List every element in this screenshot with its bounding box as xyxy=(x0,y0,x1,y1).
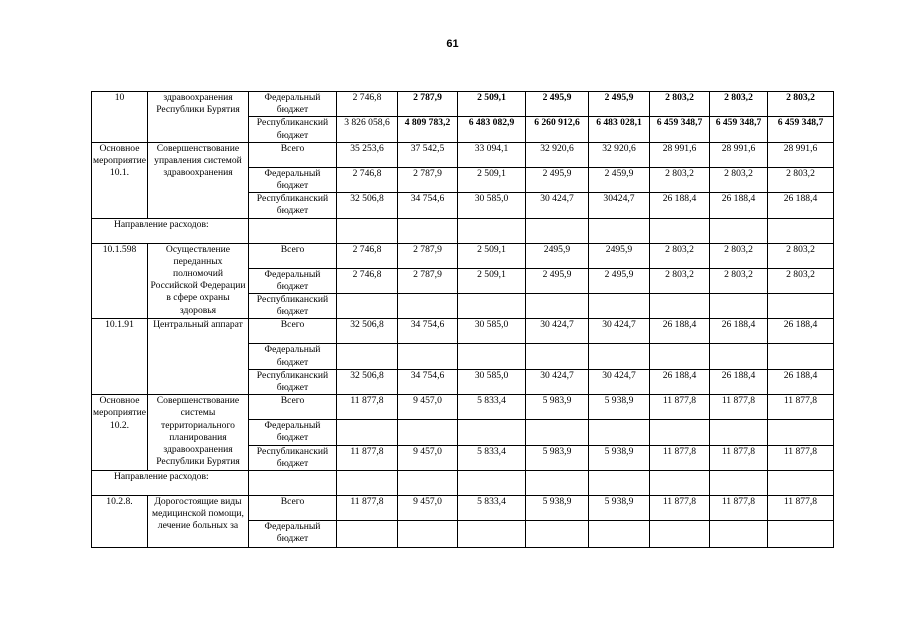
table-cell: Республиканский бюджет xyxy=(248,117,336,142)
table-cell xyxy=(248,471,336,496)
table-cell xyxy=(457,521,525,548)
table-cell xyxy=(709,521,767,548)
table-cell: Направление расходов: xyxy=(92,471,249,496)
table-cell: 10.2.8. xyxy=(92,496,148,548)
table-cell: 30 585,0 xyxy=(457,193,525,218)
table-cell: 2 803,2 xyxy=(709,243,767,268)
table-cell: Всего xyxy=(248,142,336,167)
table-cell: 11 877,8 xyxy=(649,395,709,420)
table-cell: 11 877,8 xyxy=(767,395,833,420)
table-cell xyxy=(525,521,588,548)
table-cell: 26 188,4 xyxy=(709,193,767,218)
table-cell: 30424,7 xyxy=(588,193,649,218)
table-cell: Всего xyxy=(248,496,336,521)
table-cell xyxy=(525,471,588,496)
table-cell: 11 877,8 xyxy=(767,496,833,521)
table-cell xyxy=(588,521,649,548)
table-cell: 2 787,9 xyxy=(397,268,457,293)
table-cell: Всего xyxy=(248,319,336,344)
table-cell: 32 920,6 xyxy=(525,142,588,167)
table-row xyxy=(92,142,834,167)
table-cell: 9 457,0 xyxy=(397,395,457,420)
table-cell: 34 754,6 xyxy=(397,369,457,394)
table-row xyxy=(92,92,834,117)
table-cell xyxy=(767,521,833,548)
table-cell: 5 938,9 xyxy=(588,445,649,470)
table-cell: Федеральный бюджет xyxy=(248,92,336,117)
table-cell xyxy=(588,420,649,445)
table-cell: 30 585,0 xyxy=(457,369,525,394)
table-cell: 2 495,9 xyxy=(588,268,649,293)
table-cell: 11 877,8 xyxy=(709,445,767,470)
table-cell xyxy=(336,344,397,369)
table-cell xyxy=(336,294,397,319)
table-cell: 5 833,4 xyxy=(457,395,525,420)
table-cell: 2 509,1 xyxy=(457,243,525,268)
table-cell xyxy=(457,344,525,369)
table-cell: 6 483 028,1 xyxy=(588,117,649,142)
table-cell xyxy=(709,294,767,319)
table-cell: 26 188,4 xyxy=(649,319,709,344)
table-cell: 28 991,6 xyxy=(709,142,767,167)
table-cell xyxy=(457,294,525,319)
table-cell: 11 877,8 xyxy=(649,496,709,521)
table-cell xyxy=(709,471,767,496)
table-cell xyxy=(457,218,525,243)
table-cell xyxy=(397,521,457,548)
table-cell: Республиканский бюджет xyxy=(248,445,336,470)
table-cell: 26 188,4 xyxy=(767,369,833,394)
table-cell xyxy=(397,420,457,445)
table-cell xyxy=(588,218,649,243)
page-number: 61 xyxy=(446,38,459,50)
table-cell: 5 938,9 xyxy=(588,395,649,420)
table-cell xyxy=(248,218,336,243)
table-cell xyxy=(649,218,709,243)
table-cell xyxy=(336,471,397,496)
table-cell: 3 826 058,6 xyxy=(336,117,397,142)
table-cell: 2 746,8 xyxy=(336,92,397,117)
table-cell: Основное мероприятие 10.2. xyxy=(92,395,148,471)
table-cell xyxy=(336,420,397,445)
table-cell: Совершенствование управления системой здравоохранения xyxy=(147,142,248,218)
table-cell: 11 877,8 xyxy=(709,496,767,521)
table-cell: 2 803,2 xyxy=(767,92,833,117)
table-cell: 11 877,8 xyxy=(649,445,709,470)
table-cell: 2 803,2 xyxy=(709,167,767,192)
table-cell xyxy=(649,471,709,496)
table-cell: 2 459,9 xyxy=(588,167,649,192)
table-cell xyxy=(709,218,767,243)
table-cell xyxy=(397,344,457,369)
table-cell: 30 424,7 xyxy=(588,319,649,344)
table-cell: Основное мероприятие 10.1. xyxy=(92,142,148,218)
table-cell: 26 188,4 xyxy=(767,193,833,218)
table-cell: 2 787,9 xyxy=(397,92,457,117)
table-cell: 4 809 783,2 xyxy=(397,117,457,142)
table-cell: 10 xyxy=(92,92,148,143)
table-cell xyxy=(649,420,709,445)
table-cell: 2 509,1 xyxy=(457,268,525,293)
table-cell: 5 938,9 xyxy=(588,496,649,521)
table-cell: 2495,9 xyxy=(588,243,649,268)
table-cell: 32 506,8 xyxy=(336,319,397,344)
table-cell: 5 833,4 xyxy=(457,445,525,470)
table-cell xyxy=(525,420,588,445)
table-cell: 28 991,6 xyxy=(767,142,833,167)
table-cell: 2 746,8 xyxy=(336,243,397,268)
table-cell: 6 459 348,7 xyxy=(767,117,833,142)
table-cell: 2 803,2 xyxy=(709,268,767,293)
table-cell: Республиканский бюджет xyxy=(248,369,336,394)
table-cell xyxy=(336,521,397,548)
table-cell: 26 188,4 xyxy=(649,369,709,394)
table-cell: Федеральный бюджет xyxy=(248,521,336,548)
table-cell: Республиканский бюджет xyxy=(248,294,336,319)
table-cell: 2 495,9 xyxy=(588,92,649,117)
table-cell: 11 877,8 xyxy=(336,395,397,420)
table-cell: Совершенствование системы территориального планирования здравоохранения Республики Бурятия xyxy=(147,395,248,471)
table-cell: Всего xyxy=(248,395,336,420)
table-cell xyxy=(767,218,833,243)
table-cell: 26 188,4 xyxy=(649,193,709,218)
table-cell: 11 877,8 xyxy=(336,445,397,470)
table-cell: 2 803,2 xyxy=(709,92,767,117)
table-cell: 2 495,9 xyxy=(525,167,588,192)
table-cell xyxy=(588,471,649,496)
table-cell: 9 457,0 xyxy=(397,445,457,470)
table-row xyxy=(92,395,834,420)
table-cell: 26 188,4 xyxy=(709,369,767,394)
table-cell: 5 983,9 xyxy=(525,445,588,470)
table-cell: 30 585,0 xyxy=(457,319,525,344)
table-cell: Всего xyxy=(248,243,336,268)
table-row xyxy=(92,319,834,344)
table-cell: 5 938,9 xyxy=(525,496,588,521)
table-row xyxy=(92,471,834,496)
table-cell: 2 803,2 xyxy=(767,167,833,192)
table-cell: 34 754,6 xyxy=(397,193,457,218)
table-cell: 6 459 348,7 xyxy=(649,117,709,142)
table-cell: 2 803,2 xyxy=(649,167,709,192)
table-cell xyxy=(397,471,457,496)
table-cell: 33 094,1 xyxy=(457,142,525,167)
table-cell: 35 253,6 xyxy=(336,142,397,167)
table-cell: Центральный аппарат xyxy=(147,319,248,395)
table-cell: 32 920,6 xyxy=(588,142,649,167)
table-cell: 30 424,7 xyxy=(525,319,588,344)
table-cell: 6 459 348,7 xyxy=(709,117,767,142)
table-cell: Федеральный бюджет xyxy=(248,420,336,445)
table-cell xyxy=(588,344,649,369)
table-cell: 37 542,5 xyxy=(397,142,457,167)
table-cell: 26 188,4 xyxy=(767,319,833,344)
table-cell: 2 495,9 xyxy=(525,268,588,293)
table-cell: 9 457,0 xyxy=(397,496,457,521)
table-cell xyxy=(649,521,709,548)
table-cell: Федеральный бюджет xyxy=(248,268,336,293)
table-cell: 28 991,6 xyxy=(649,142,709,167)
table-cell: 10.1.598 xyxy=(92,243,148,319)
table-cell xyxy=(397,294,457,319)
table-cell: 2 803,2 xyxy=(649,268,709,293)
table-cell xyxy=(709,344,767,369)
table-cell xyxy=(767,471,833,496)
table-cell: 32 506,8 xyxy=(336,193,397,218)
table-cell: 30 424,7 xyxy=(588,369,649,394)
table-cell xyxy=(588,294,649,319)
table-cell xyxy=(525,344,588,369)
table-row xyxy=(92,496,834,521)
table-cell: здравоохранения Республики Бурятия xyxy=(147,92,248,143)
budget-table xyxy=(91,91,834,548)
table-cell: 6 260 912,6 xyxy=(525,117,588,142)
table-cell: 2 803,2 xyxy=(767,268,833,293)
table-cell xyxy=(649,344,709,369)
table-cell: 26 188,4 xyxy=(709,319,767,344)
table-cell xyxy=(336,218,397,243)
table-cell: 30 424,7 xyxy=(525,369,588,394)
table-cell: 2495,9 xyxy=(525,243,588,268)
table-cell: 5 833,4 xyxy=(457,496,525,521)
table-row xyxy=(92,243,834,268)
table-cell: Федеральный бюджет xyxy=(248,167,336,192)
table-cell: 2 509,1 xyxy=(457,167,525,192)
table-cell: 10.1.91 xyxy=(92,319,148,395)
table-cell xyxy=(525,294,588,319)
budget-table-body xyxy=(92,92,834,548)
table-cell: 11 877,8 xyxy=(767,445,833,470)
table-cell: 30 424,7 xyxy=(525,193,588,218)
table-cell xyxy=(649,294,709,319)
table-cell xyxy=(525,218,588,243)
table-cell: 2 509,1 xyxy=(457,92,525,117)
table-cell: Осуществление переданных полномочий Российской Федерации в сфере охраны здоровья xyxy=(147,243,248,319)
table-cell: 32 506,8 xyxy=(336,369,397,394)
table-row xyxy=(92,218,834,243)
table-cell: 2 803,2 xyxy=(649,92,709,117)
table-cell xyxy=(457,471,525,496)
table-cell xyxy=(397,218,457,243)
table-cell xyxy=(767,344,833,369)
table-cell xyxy=(457,420,525,445)
table-cell: 2 746,8 xyxy=(336,167,397,192)
table-cell: 2 803,2 xyxy=(649,243,709,268)
table-cell: Направление расходов: xyxy=(92,218,249,243)
table-cell xyxy=(767,294,833,319)
table-cell: 11 877,8 xyxy=(709,395,767,420)
table-cell: 5 983,9 xyxy=(525,395,588,420)
table-cell: 2 787,9 xyxy=(397,243,457,268)
table-cell: 2 495,9 xyxy=(525,92,588,117)
table-cell xyxy=(709,420,767,445)
table-cell: 34 754,6 xyxy=(397,319,457,344)
table-cell xyxy=(767,420,833,445)
table-cell: Дорогостоящие виды медицинской помощи, лечение больных за xyxy=(147,496,248,548)
table-cell: 6 483 082,9 xyxy=(457,117,525,142)
table-cell: Федеральный бюджет xyxy=(248,344,336,369)
table-cell: Республиканский бюджет xyxy=(248,193,336,218)
table-cell: 2 746,8 xyxy=(336,268,397,293)
table-cell: 2 803,2 xyxy=(767,243,833,268)
table-cell: 11 877,8 xyxy=(336,496,397,521)
table-cell: 2 787,9 xyxy=(397,167,457,192)
